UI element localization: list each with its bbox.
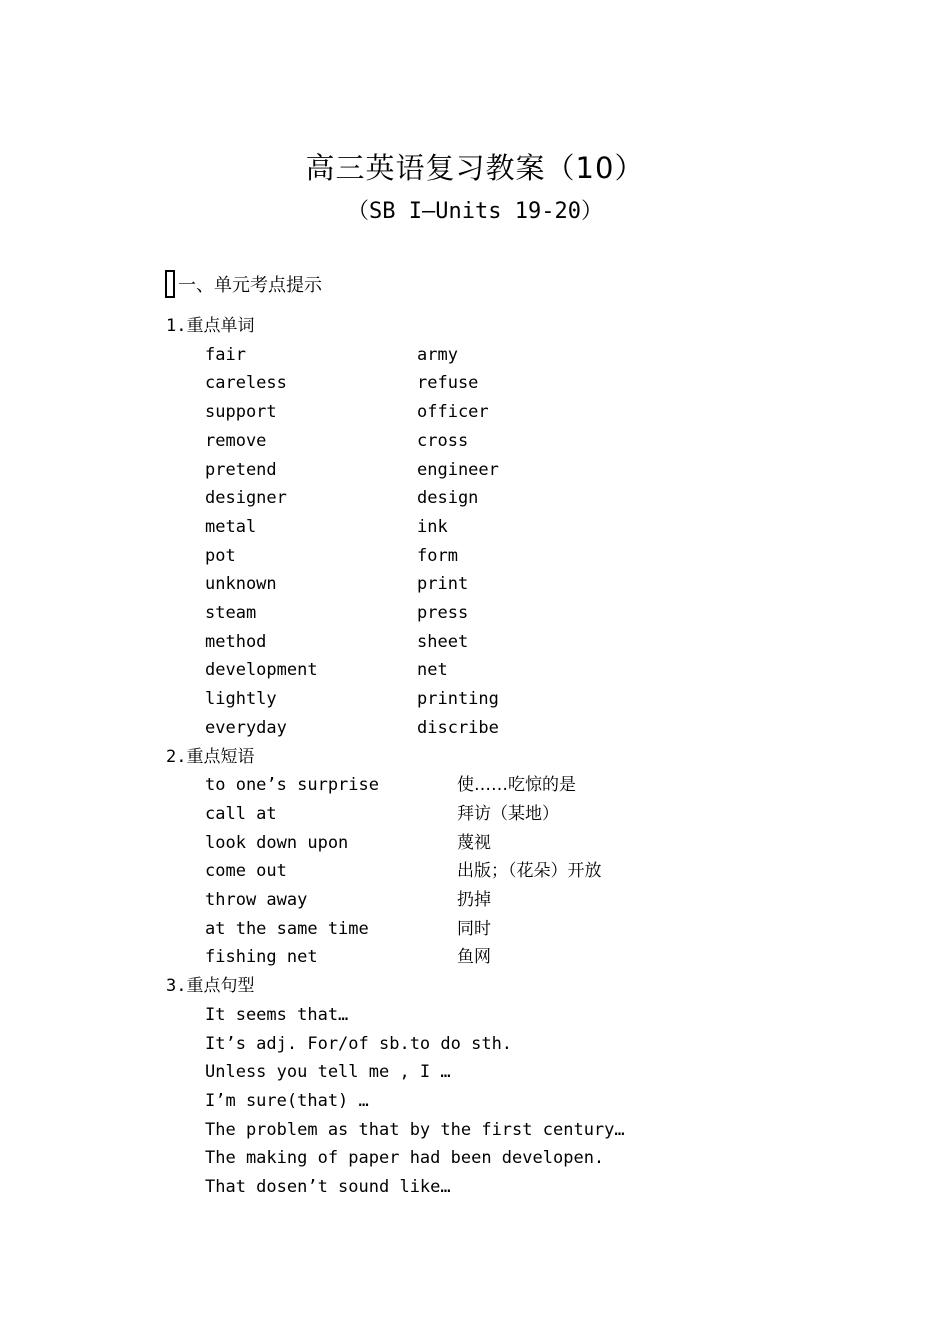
phrase-chinese: 扔掉 [457, 890, 491, 910]
word-right: net [417, 660, 448, 681]
word-left: pot [205, 545, 236, 566]
phrase-english: look down upon [205, 832, 349, 853]
word-right: sheet [417, 631, 469, 652]
word-right: press [417, 603, 469, 623]
word-right: cross [417, 430, 469, 451]
phrase-english: to one’s surprise [205, 775, 379, 796]
word-left: lightly [205, 689, 277, 710]
word-right: discribe [417, 717, 499, 738]
word-right: army [417, 344, 458, 365]
word-right: engineer [417, 459, 499, 480]
sentence-pattern: That dosen’t sound like… [205, 1177, 451, 1197]
word-left: designer [205, 488, 287, 509]
phrase-chinese: 拜访（某地） [457, 803, 559, 824]
placeholder-box-icon [165, 270, 175, 298]
word-right: officer [417, 402, 489, 423]
section-heading-text: 一、单元考点提示 [178, 275, 322, 296]
word-left: pretend [205, 459, 277, 480]
word-right: refuse [417, 373, 479, 394]
sentence-pattern: The making of paper had been developen. [205, 1148, 605, 1169]
word-left: steam [205, 603, 257, 623]
sentence-pattern: The problem as that by the first century… [205, 1119, 625, 1140]
sentences-heading: 3.重点句型 [166, 976, 255, 997]
phrase-chinese: 蔑视 [457, 832, 491, 853]
phrase-english: fishing net [205, 947, 318, 968]
phrase-chinese: 出版；（花朵）开放 [457, 861, 602, 882]
word-left: metal [205, 516, 257, 537]
word-left: method [205, 631, 267, 652]
word-left: everyday [205, 717, 287, 738]
phrase-english: call at [205, 803, 277, 824]
word-right: form [417, 545, 458, 566]
word-left: remove [205, 430, 267, 451]
words-heading: 1.重点单词 [166, 316, 255, 336]
sentence-pattern: I’m sure(that) … [205, 1090, 369, 1111]
word-left: careless [205, 373, 287, 394]
phrase-english: come out [205, 861, 287, 882]
phrase-chinese: 鱼网 [457, 947, 491, 968]
word-left: unknown [205, 574, 277, 595]
phrase-chinese: 使……吃惊的是 [457, 775, 576, 796]
word-left: support [205, 402, 277, 423]
phrase-chinese: 同时 [457, 918, 491, 939]
word-left: development [205, 660, 318, 681]
word-right: design [417, 488, 479, 509]
section-heading [165, 268, 322, 300]
sentence-pattern: Unless you tell me , I … [205, 1062, 451, 1083]
page-title: 高三英语复习教案（10） [305, 151, 645, 185]
phrase-english: at the same time [205, 918, 369, 939]
word-left: fair [205, 344, 246, 365]
word-right: printing [417, 689, 499, 710]
page-subtitle: （SB I—Units 19-20） [347, 199, 603, 224]
sentence-pattern: It seems that… [205, 1004, 349, 1025]
word-right: print [417, 574, 469, 595]
sentence-pattern: It’s adj. For/of sb.to do sth. [205, 1033, 513, 1054]
phrases-heading: 2.重点短语 [166, 746, 255, 767]
word-right: ink [417, 516, 448, 537]
phrase-english: throw away [205, 890, 308, 910]
